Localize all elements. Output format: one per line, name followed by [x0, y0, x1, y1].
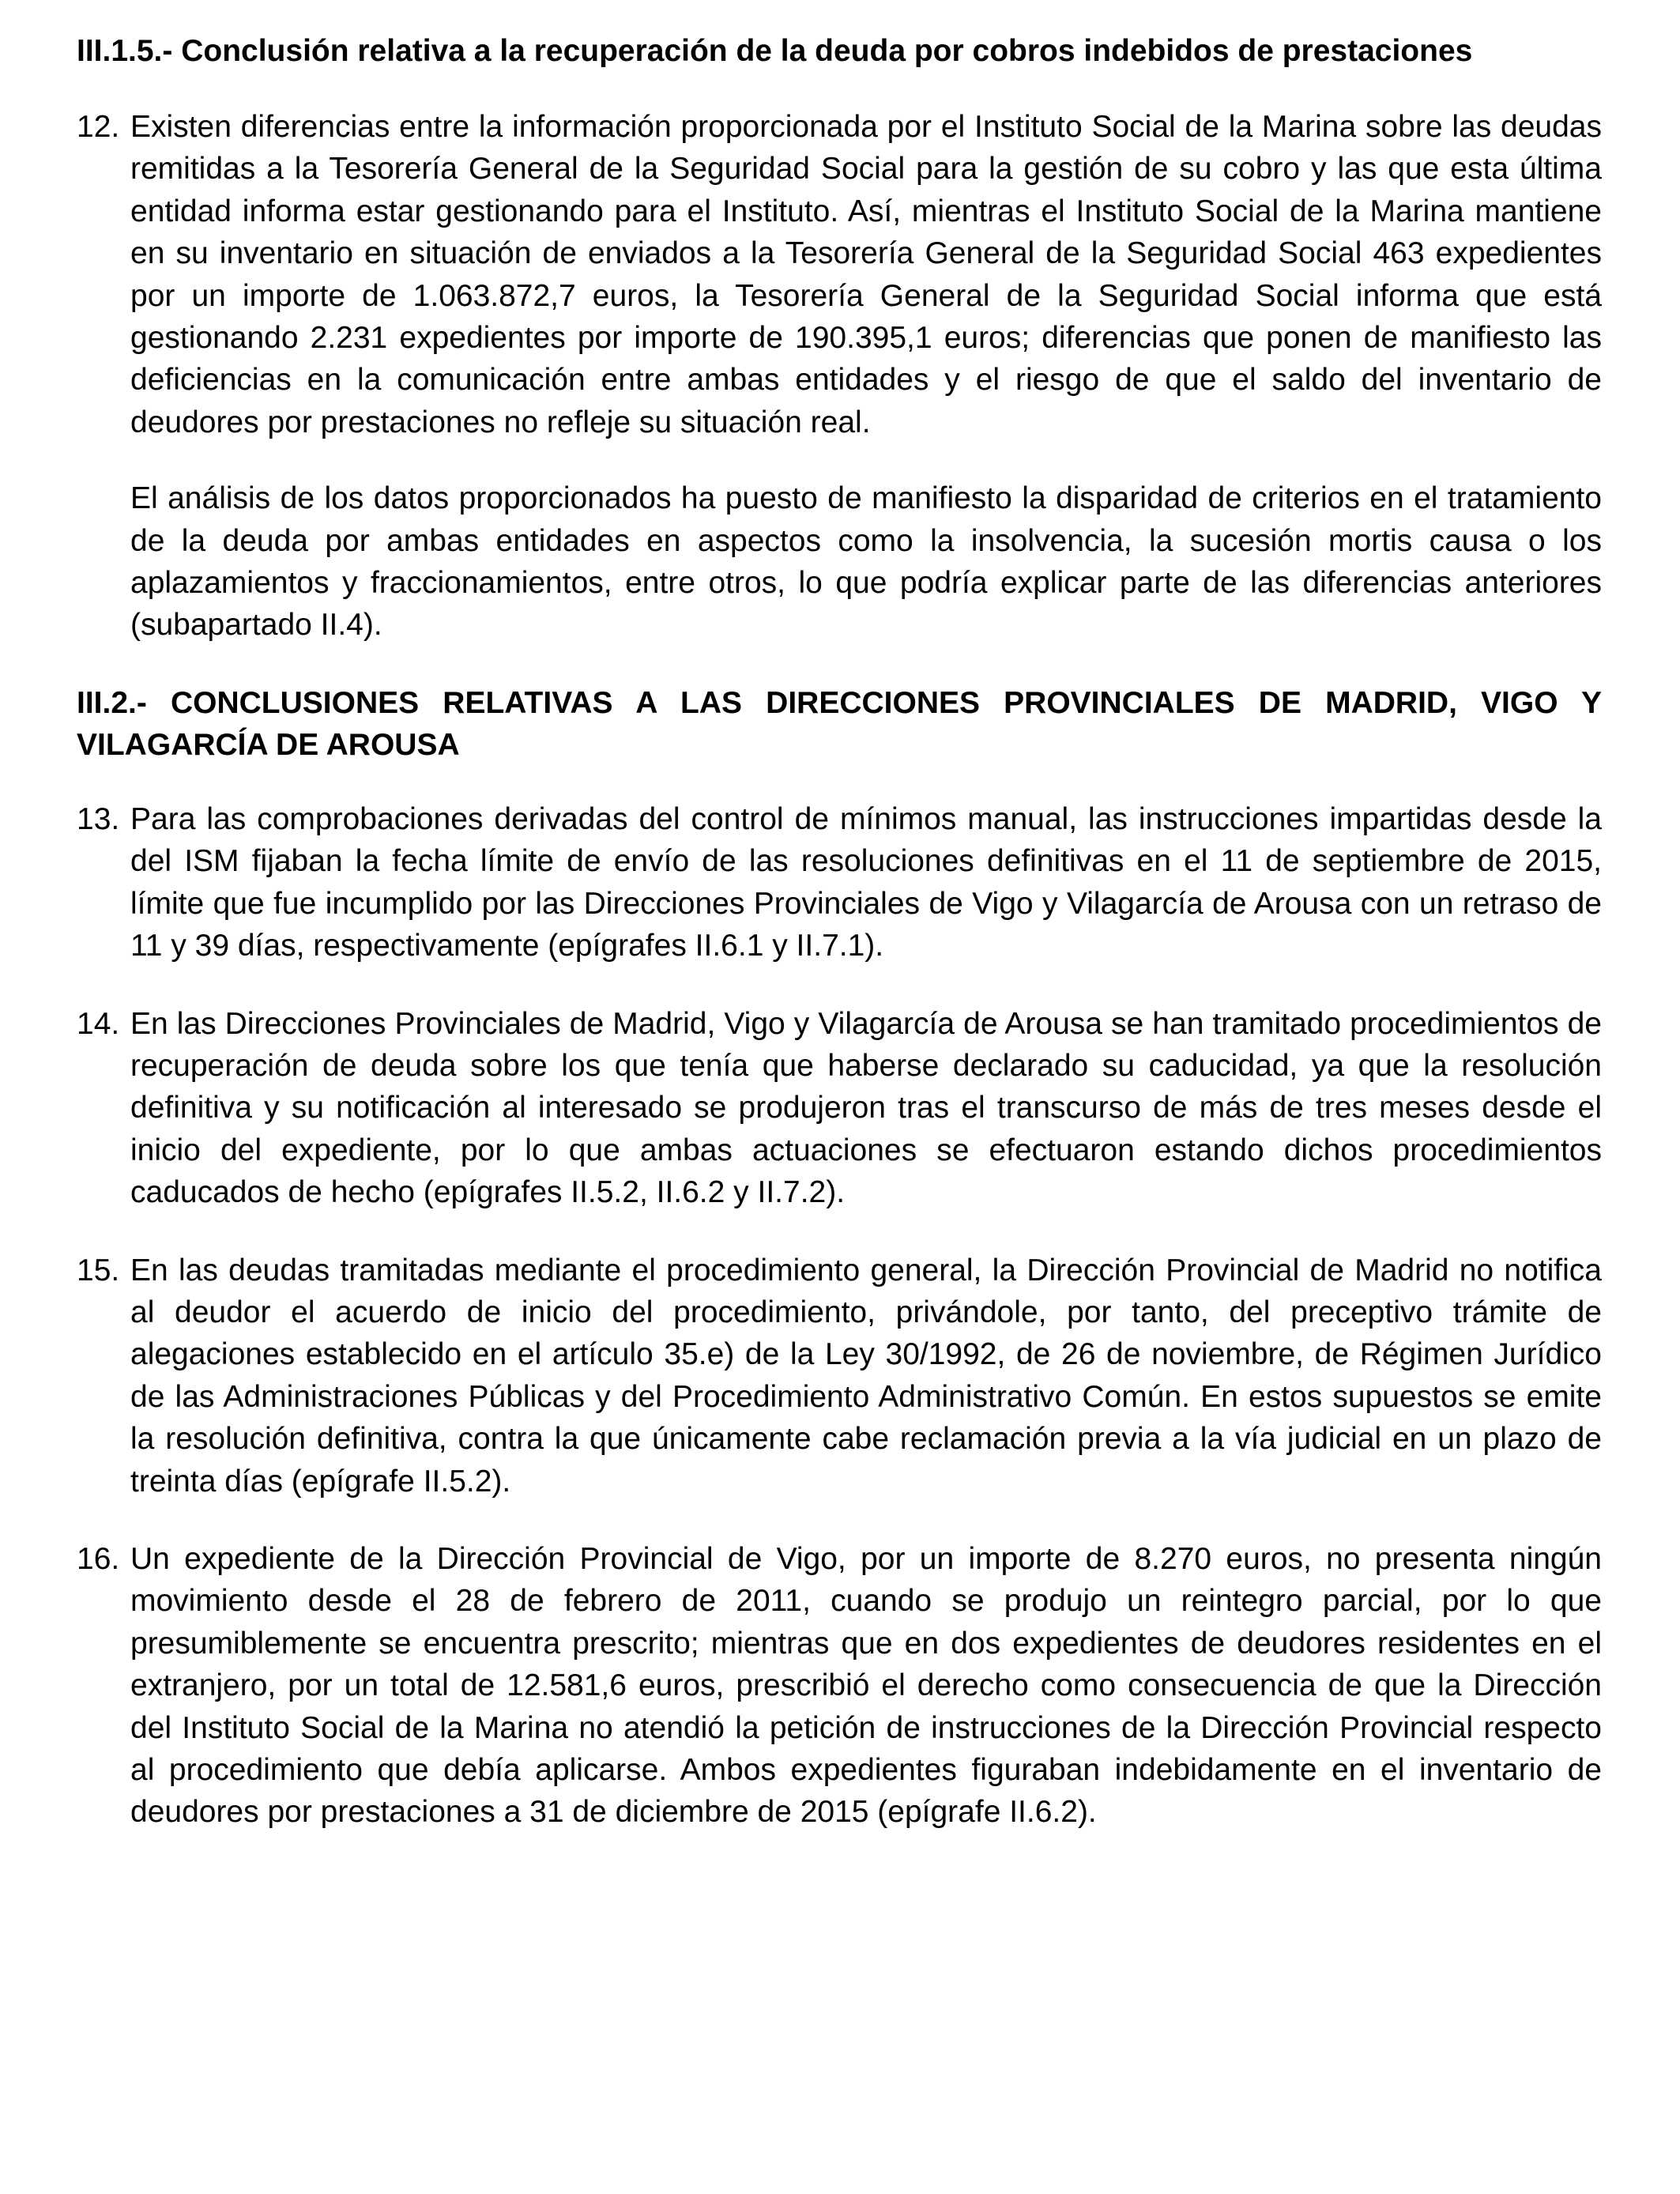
item-paragraph: Existen diferencias entre la información proporcionada por el Instituto Social de la Marina sobre las deudas remitidas a la Tesorería General de la Seguridad Social para la gestión de su cobro y las que esta última entidad informa estar gestionando para el Instituto. Así, mientras el Instituto Social de la Marina mantiene en su inventario en situación de enviados a la Tesorería General de la Seguridad Social 463 expedientes por un importe de 1.063.872,7 euros, la Tesorería General de la Seguridad Social informa que está gestionando 2.231 expedientes por importe de 190.395,1 euros; diferencias que ponen de manifiesto las deficiencias en la comunicación entre ambas entidades y el riesgo de que el saldo del inventario de deudores por prestaciones no refleje su situación real.: [130, 110, 1602, 439]
section-heading-iii-2: III.2.- CONCLUSIONES RELATIVAS A LAS DIRECCIONES PROVINCIALES DE MADRID, VIGO Y VILAGARCÍA DE AROUSA: [77, 685, 1602, 762]
item-paragraph: En las deudas tramitadas mediante el procedimiento general, la Dirección Provincial de Madrid no notifica al deudor el acuerdo de inicio del procedimiento, privándole, por tanto, del preceptivo trámite de alegaciones establecido en el artículo 35.e) de la Ley 30/1992, de 26 de noviembre, de Régimen Jurídico de las Administraciones Públicas y del Procedimiento Administrativo Común. En estos supuestos se emite la resolución definitiva, contra la que únicamente cabe reclamación previa a la vía judicial en un plazo de treinta días (epígrafe II.5.2).: [130, 1253, 1602, 1498]
conclusion-item-12: [77, 106, 1602, 647]
item-number: 15.: [77, 1253, 120, 1287]
conclusion-item-13: [77, 798, 1602, 967]
item-number: 13.: [77, 801, 120, 836]
conclusion-item-16: [77, 1538, 1602, 1834]
conclusion-item-14: [77, 1003, 1602, 1214]
item-number: 12.: [77, 110, 120, 144]
item-paragraph: El análisis de los datos proporcionados ha puesto de manifiesto la disparidad de criterios en el tratamiento de la deuda por ambas entidades en aspectos como la insolvencia, la sucesión mortis causa o los aplazamientos y fraccionamientos, entre otros, lo que podría explicar parte de las diferencias anteriores (subapartado II.4).: [130, 481, 1602, 643]
item-paragraph: Un expediente de la Dirección Provincial de Vigo, por un importe de 8.270 euros, no presenta ningún movimiento desde el 28 de febrero de 2011, cuando se produjo un reintegro parcial, por lo que presumiblemente se encuentra prescrito; mientras que en dos expedientes de deudores residentes en el extranjero, por un total de 12.581,6 euros, prescribió el derecho como consecuencia de que la Dirección del Instituto Social de la Marina no atendió la petición de instrucciones de la Dirección Provincial respecto al procedimiento que debía aplicarse. Ambos expedientes figuraban indebidamente en el inventario de deudores por prestaciones a 31 de diciembre de 2015 (epígrafe II.6.2).: [130, 1541, 1602, 1830]
item-number: 16.: [77, 1541, 120, 1576]
item-number: 14.: [77, 1006, 120, 1041]
document-page: [77, 30, 1602, 1869]
item-paragraph: En las Direcciones Provinciales de Madrid, Vigo y Vilagarcía de Arousa se han tramitado procedimientos de recuperación de deuda sobre los que tenía que haberse declarado su caducidad, ya que la resolución definitiva y su notificación al interesado se produjeron tras el transcurso de más de tres meses desde el inicio del expediente, por lo que ambas actuaciones se efectuaron estando dichos procedimientos caducados de hecho (epígrafes II.5.2, II.6.2 y II.7.2).: [130, 1006, 1602, 1210]
item-paragraph: Para las comprobaciones derivadas del control de mínimos manual, las instrucciones impartidas desde la del ISM fijaban la fecha límite de envío de las resoluciones definitivas en el 11 de septiembre de 2015, límite que fue incumplido por las Direcciones Provinciales de Vigo y Vilagarcía de Arousa con un retraso de 11 y 39 días, respectivamente (epígrafes II.6.1 y II.7.1).: [130, 801, 1602, 963]
conclusion-item-15: [77, 1250, 1602, 1502]
section-heading-iii-1-5: III.1.5.- Conclusión relativa a la recuperación de la deuda por cobros indebidos de prestaciones: [77, 34, 1473, 68]
